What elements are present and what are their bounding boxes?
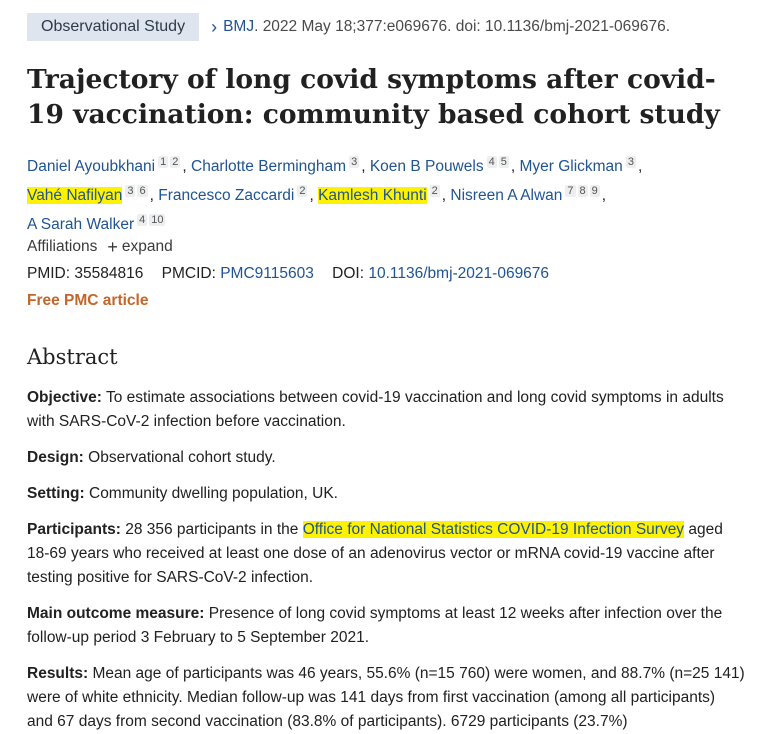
affiliation-ref[interactable]: 4: [139, 214, 146, 226]
author-name-link[interactable]: Nisreen A Alwan: [450, 187, 563, 204]
pmcid-link[interactable]: PMC9115603: [220, 265, 314, 282]
author-separator: ,: [441, 187, 451, 204]
author-affiliation-refs: [565, 185, 601, 197]
abstract-heading: Abstract: [27, 345, 118, 369]
author-separator: ,: [309, 187, 319, 204]
design-label: Design:: [27, 449, 84, 466]
outcome-label: Main outcome measure:: [27, 605, 205, 622]
participants-text-post: aged 18-69 years who received at least one dose of an adenovirus vector or mRNA covid-19 vaccine after testing positive for SARS-CoV-2 infection.: [27, 521, 723, 586]
author-affiliation-refs: [626, 156, 638, 168]
affiliation-ref[interactable]: 2: [299, 185, 306, 197]
author-name-link[interactable]: Myer Glickman: [519, 158, 623, 175]
doi-label: DOI:: [332, 265, 365, 282]
objective-text: To estimate associations between covid-19 vaccination and long covid symptoms in adults with SARS-CoV-2 infection before vaccination.: [27, 389, 724, 430]
affiliation-ref[interactable]: 1: [160, 156, 167, 168]
article-title: Trajectory of long covid symptoms after covid-19 vaccination: community based cohort study: [27, 64, 720, 130]
chevron-right-icon[interactable]: ›: [211, 17, 218, 37]
affiliations-toggle[interactable]: [27, 238, 173, 256]
author-affiliation-refs: [430, 185, 442, 197]
abstract-setting: [27, 482, 745, 506]
doi-link[interactable]: 10.1136/bmj-2021-069676: [368, 265, 550, 282]
author-separator: ,: [637, 158, 643, 175]
results-label: Results:: [27, 665, 89, 682]
setting-label: Setting:: [27, 485, 85, 502]
affiliation-ref[interactable]: 3: [627, 156, 634, 168]
abstract-objective: [27, 386, 745, 434]
free-pmc-article-badge[interactable]: Free PMC article: [27, 292, 149, 309]
author-item: [519, 158, 637, 175]
author-affiliation-refs: [158, 156, 182, 168]
author-separator: ,: [510, 158, 520, 175]
author-affiliation-refs: [125, 185, 149, 197]
abstract-results: [27, 662, 745, 734]
objective-label: Objective:: [27, 389, 102, 406]
affiliation-ref[interactable]: 10: [151, 214, 164, 226]
author-affiliation-refs: [297, 185, 309, 197]
author-item: [370, 158, 511, 175]
abstract-participants: [27, 518, 745, 590]
author-affiliation-refs: [487, 156, 511, 168]
author-item: [158, 187, 309, 204]
author-item: [27, 158, 182, 175]
author-separator: ,: [149, 187, 159, 204]
design-text: Observational cohort study.: [83, 449, 276, 466]
study-type-badge: Observational Study: [27, 13, 199, 41]
author-item: [27, 216, 167, 233]
results-text: Mean age of participants was 46 years, 55.6% (n=15 760) were women, and 88.7% (n=25 141) were of white ethnicity. Median follow-up was 141 days from first vaccination (among all participants) and 67 days from second vaccination (83.8% of participants). 6729 participants (23.7%): [27, 665, 745, 730]
affiliation-ref[interactable]: 5: [500, 156, 507, 168]
author-affiliation-refs: [349, 156, 361, 168]
author-item: [450, 187, 601, 204]
affiliation-ref[interactable]: 2: [172, 156, 179, 168]
author-name-link[interactable]: Kamlesh Khunti: [318, 187, 427, 204]
participants-text-pre: 28 356 participants in the: [120, 521, 303, 538]
affiliation-ref[interactable]: 8: [579, 185, 586, 197]
affiliations-label: Affiliations: [27, 238, 98, 255]
outcome-text: Presence of long covid symptoms at least 12 weeks after infection over the follow-up period 3 February to 5 September 2021.: [27, 605, 723, 646]
participants-label: Participants:: [27, 521, 121, 538]
identifiers: [27, 265, 549, 283]
expand-label: expand: [121, 238, 173, 255]
affiliation-ref[interactable]: 9: [591, 185, 598, 197]
affiliation-ref[interactable]: 2: [431, 185, 438, 197]
author-name-link[interactable]: Daniel Ayoubkhani: [27, 158, 156, 175]
affiliation-ref[interactable]: 4: [488, 156, 495, 168]
affiliation-ref[interactable]: 6: [139, 185, 146, 197]
author-separator: ,: [182, 158, 191, 175]
journal-link[interactable]: BMJ: [223, 18, 255, 35]
author-list: [27, 150, 747, 237]
setting-text: Community dwelling population, UK.: [84, 485, 338, 502]
affiliation-ref[interactable]: 3: [351, 156, 358, 168]
author-item: [191, 158, 361, 175]
citation-line: [27, 13, 670, 41]
pmid-label: PMID:: [27, 265, 71, 282]
author-separator: ,: [361, 158, 370, 175]
author-name-link[interactable]: Charlotte Bermingham: [191, 158, 347, 175]
author-name-link[interactable]: Koen B Pouwels: [369, 158, 484, 175]
ons-survey-link[interactable]: Office for National Statistics COVID-19 Infection Survey: [302, 521, 685, 538]
abstract-design: [27, 446, 745, 470]
author-item: [318, 187, 442, 204]
affiliation-ref[interactable]: 7: [567, 185, 574, 197]
author-item: [27, 187, 150, 204]
author-name-link[interactable]: Vahé Nafilyan: [27, 187, 123, 204]
pmcid-label: PMCID:: [161, 265, 216, 282]
citation-details: . 2022 May 18;377:e069676. doi: 10.1136/bmj-2021-069676.: [254, 18, 671, 35]
author-affiliation-refs: [137, 214, 167, 226]
author-name-link[interactable]: Francesco Zaccardi: [158, 187, 295, 204]
citation: [211, 18, 670, 36]
author-separator: ,: [601, 187, 607, 204]
pmid-value: 35584816: [74, 265, 144, 282]
plus-icon: +: [107, 237, 118, 257]
abstract-outcome: [27, 602, 745, 650]
affiliation-ref[interactable]: 3: [127, 185, 134, 197]
author-name-link[interactable]: A Sarah Walker: [27, 216, 135, 233]
